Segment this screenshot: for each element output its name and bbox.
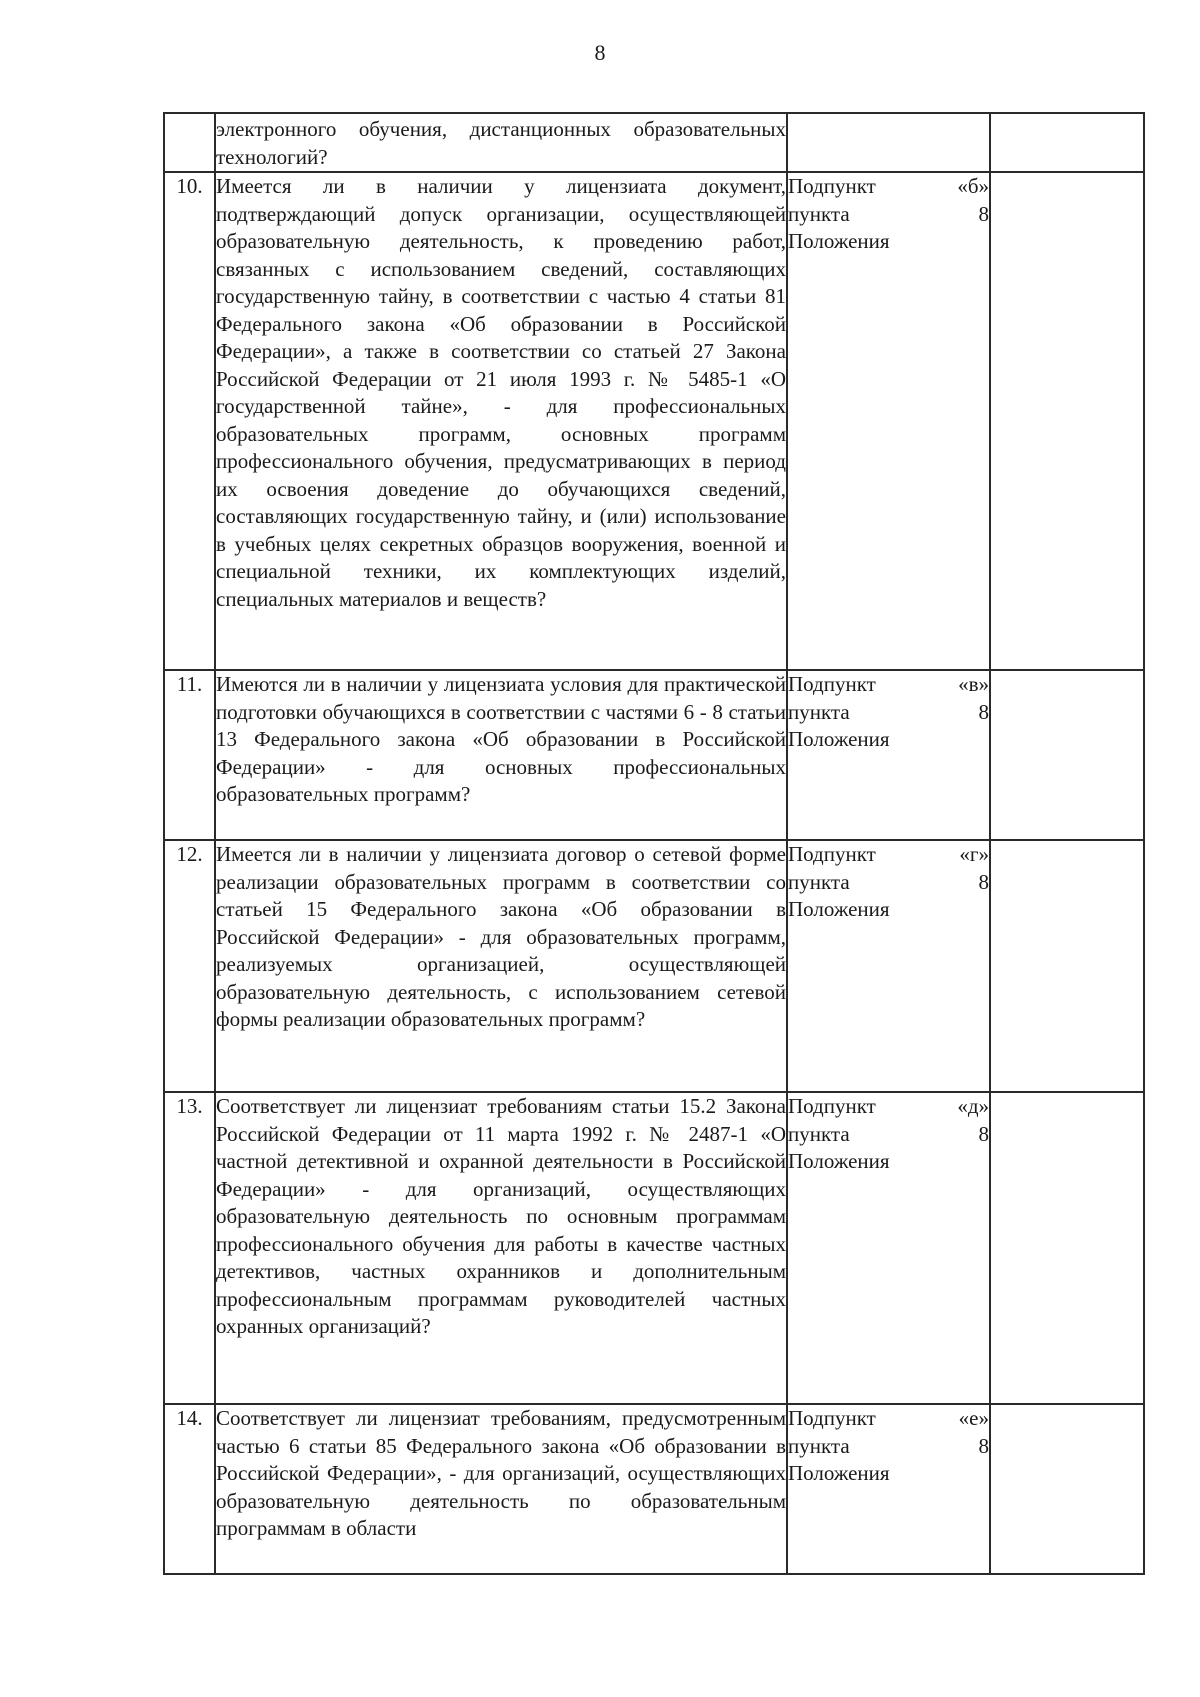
answer-cell bbox=[990, 113, 1144, 172]
question-text: Имеется ли в наличии у лицензиата договор о сетевой форме реализации образовательных программ в соответствии со статьей 15 Федерального закона «Об образовании в Российской Федерации» - для образовательных программ, реализуемых организацией, осуществляющей образовательную деятельность, с использованием сетевой формы реализации образовательных программ? bbox=[215, 840, 787, 1092]
table-row bbox=[164, 172, 1144, 670]
legal-reference bbox=[787, 1092, 990, 1404]
reference-item-number: 8 bbox=[978, 1121, 989, 1146]
reference-item-number: 8 bbox=[978, 699, 989, 724]
legal-reference bbox=[787, 1404, 990, 1574]
reference-document: Положения bbox=[788, 1461, 890, 1485]
table-row bbox=[164, 1404, 1144, 1574]
row-number: 12. bbox=[164, 840, 215, 1092]
question-text: электронного обучения, дистанционных образовательных технологий? bbox=[215, 113, 787, 172]
row-number: 13. bbox=[164, 1092, 215, 1404]
legal-reference bbox=[787, 670, 990, 840]
reference-word: Подпункт bbox=[788, 1094, 876, 1118]
reference-letter: «д» bbox=[957, 1094, 989, 1118]
reference-word: Подпункт bbox=[788, 174, 876, 198]
reference-item: пункта bbox=[788, 1121, 850, 1146]
reference-letter: «г» bbox=[959, 842, 989, 866]
reference-word: Подпункт bbox=[788, 1406, 876, 1430]
question-text: Имеется ли в наличии у лицензиата документ, подтверждающий допуск организации, осуществляющей образовательную деятельность, к проведению работ, связанных с использованием сведений, составляющих государственную тайну, в соответствии с частью 4 статьи 81 Федерального закона «Об образовании в Российской Федерации», а также в соответствии со статьей 27 Закона Российской Федерации от 21 июля 1993 г. № 5485-1 «О государственной тайне», - для профессиональных образовательных программ, основных программ профессионального обучения, предусматривающих в период их освоения доведение до обучающихся сведений, составляющих государственную тайну, и (или) использование в учебных целях секретных образцов вооружения, военной и специальной техники, их комплектующих изделий, специальных материалов и веществ? bbox=[215, 172, 787, 670]
question-text: Имеются ли в наличии у лицензиата условия для практической подготовки обучающихся в соответствии с частями 6 - 8 статьи 13 Федерального закона «Об образовании в Российской Федерации» - для основных профессиональных образовательных программ? bbox=[215, 670, 787, 840]
reference-word: Подпункт bbox=[788, 672, 876, 696]
answer-cell bbox=[990, 1092, 1144, 1404]
checklist-table bbox=[163, 112, 1145, 1575]
reference-letter: «б» bbox=[957, 174, 989, 198]
reference-word: Подпункт bbox=[788, 842, 876, 866]
reference-item-number: 8 bbox=[978, 1433, 989, 1458]
answer-cell bbox=[990, 1404, 1144, 1574]
legal-reference bbox=[787, 113, 990, 172]
row-number bbox=[164, 113, 215, 172]
reference-letter: «е» bbox=[958, 1406, 989, 1430]
reference-item: пункта bbox=[788, 699, 850, 724]
legal-reference bbox=[787, 172, 990, 670]
row-number: 10. bbox=[164, 172, 215, 670]
reference-item-number: 8 bbox=[978, 869, 989, 894]
legal-reference bbox=[787, 840, 990, 1092]
page-number: 8 bbox=[594, 40, 606, 65]
question-text: Соответствует ли лицензиат требованиям статьи 15.2 Закона Российской Федерации от 11 марта 1992 г. № 2487-1 «О частной детективной и охранной деятельности в Российской Федерации» - для организаций, осуществляющих образовательную деятельность по основным программам профессионального обучения для работы в качестве частных детективов, частных охранников и дополнительным профессиональным программам руководителей частных охранных организаций? bbox=[215, 1092, 787, 1404]
reference-letter: «в» bbox=[958, 672, 989, 696]
row-number: 14. bbox=[164, 1404, 215, 1574]
reference-document: Положения bbox=[788, 727, 890, 751]
reference-document: Положения bbox=[788, 229, 890, 253]
reference-document: Положения bbox=[788, 1149, 890, 1173]
table-row bbox=[164, 670, 1144, 840]
reference-document: Положения bbox=[788, 897, 890, 921]
table-row bbox=[164, 840, 1144, 1092]
reference-item: пункта bbox=[788, 869, 850, 894]
reference-item: пункта bbox=[788, 201, 850, 226]
table-row bbox=[164, 1092, 1144, 1404]
answer-cell bbox=[990, 670, 1144, 840]
answer-cell bbox=[990, 840, 1144, 1092]
reference-item-number: 8 bbox=[978, 201, 989, 226]
answer-cell bbox=[990, 172, 1144, 670]
reference-item: пункта bbox=[788, 1433, 850, 1458]
row-number: 11. bbox=[164, 670, 215, 840]
question-text: Соответствует ли лицензиат требованиям, предусмотренным частью 6 статьи 85 Федерального закона «Об образовании в Российской Федерации», - для организаций, осуществляющих образовательную деятельность по образовательным программам в области bbox=[215, 1404, 787, 1574]
table-row bbox=[164, 113, 1144, 172]
